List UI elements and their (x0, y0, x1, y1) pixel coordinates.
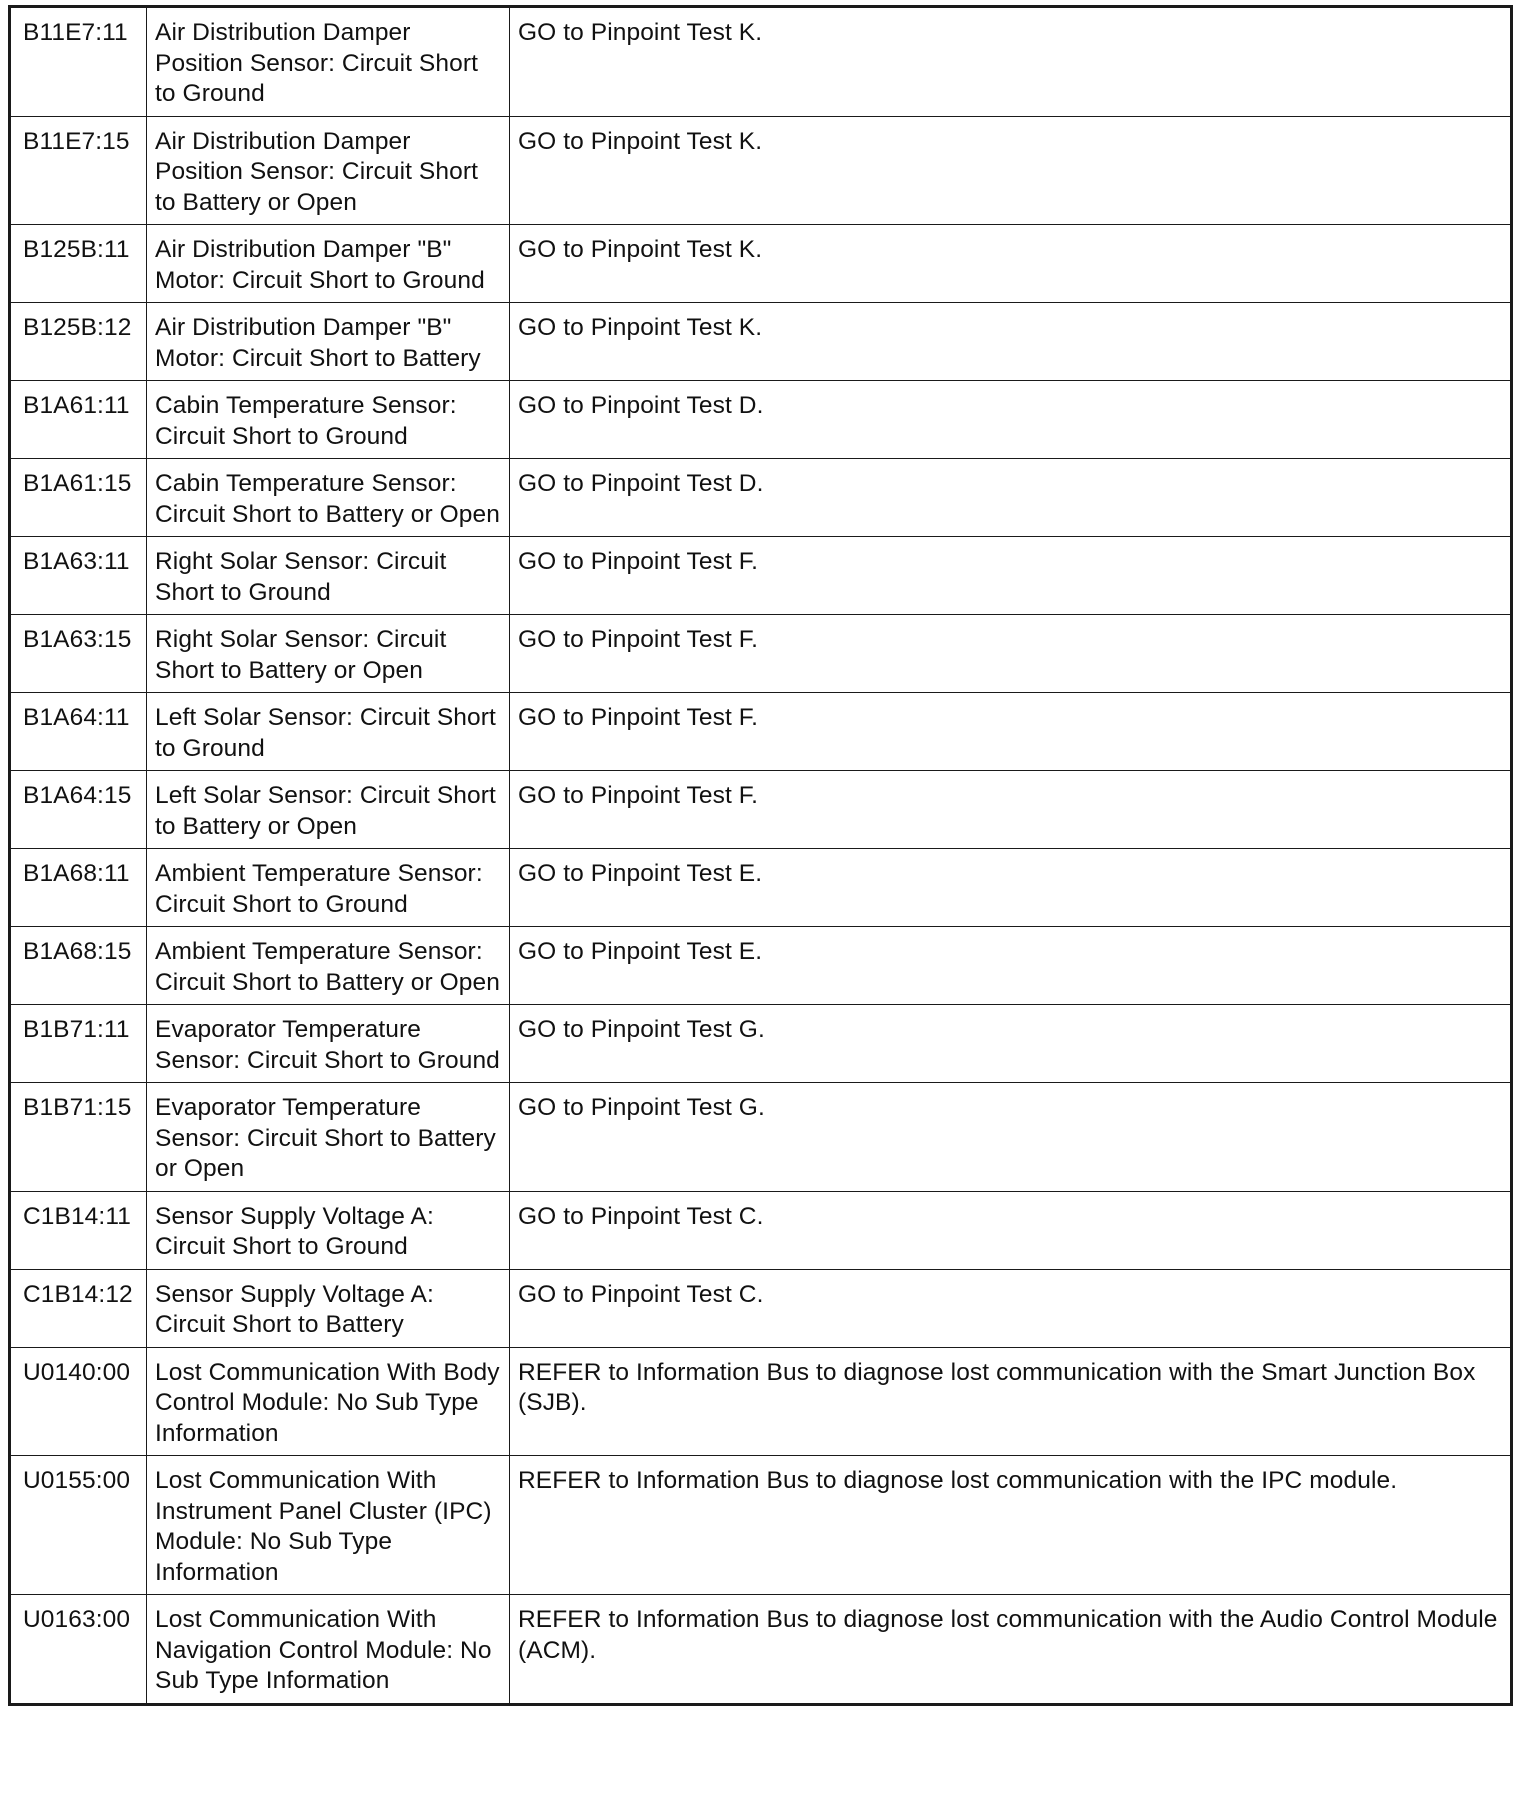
table-row (10, 1347, 1512, 1456)
dtc-code-cell: B125B:12 (10, 303, 147, 381)
dtc-description-cell: Sensor Supply Voltage A: Circuit Short to Battery (147, 1269, 510, 1347)
dtc-action-cell: GO to Pinpoint Test F. (510, 537, 1512, 615)
dtc-code-cell: B125B:11 (10, 225, 147, 303)
dtc-action-cell: GO to Pinpoint Test D. (510, 459, 1512, 537)
dtc-code-cell: B1A63:11 (10, 537, 147, 615)
dtc-code-cell: B1A61:15 (10, 459, 147, 537)
dtc-code-cell: B1B71:11 (10, 1005, 147, 1083)
dtc-description-cell: Lost Communication With Navigation Control Module: No Sub Type Information (147, 1595, 510, 1705)
dtc-action-cell: GO to Pinpoint Test F. (510, 771, 1512, 849)
dtc-description-cell: Air Distribution Damper "B" Motor: Circuit Short to Ground (147, 225, 510, 303)
dtc-code-cell: B1A64:15 (10, 771, 147, 849)
dtc-description-cell: Air Distribution Damper Position Sensor: Circuit Short to Ground (147, 7, 510, 117)
table-row (10, 849, 1512, 927)
table-row (10, 1083, 1512, 1192)
table-row (10, 1456, 1512, 1595)
table-row (10, 693, 1512, 771)
dtc-description-cell: Ambient Temperature Sensor: Circuit Short to Ground (147, 849, 510, 927)
table-row (10, 225, 1512, 303)
table-row (10, 537, 1512, 615)
dtc-action-cell: GO to Pinpoint Test F. (510, 693, 1512, 771)
dtc-code-cell: U0140:00 (10, 1347, 147, 1456)
table-row (10, 615, 1512, 693)
table-row (10, 927, 1512, 1005)
dtc-description-cell: Evaporator Temperature Sensor: Circuit Short to Battery or Open (147, 1083, 510, 1192)
dtc-action-cell: REFER to Information Bus to diagnose lost communication with the Audio Control Module (ACM). (510, 1595, 1512, 1705)
table-row (10, 459, 1512, 537)
dtc-description-cell: Air Distribution Damper Position Sensor: Circuit Short to Battery or Open (147, 116, 510, 225)
table-row (10, 7, 1512, 117)
dtc-code-cell: B11E7:11 (10, 7, 147, 117)
dtc-action-cell: GO to Pinpoint Test E. (510, 927, 1512, 1005)
dtc-code-cell: B1A64:11 (10, 693, 147, 771)
dtc-action-cell: REFER to Information Bus to diagnose lost communication with the Smart Junction Box (SJB). (510, 1347, 1512, 1456)
dtc-action-cell: GO to Pinpoint Test K. (510, 303, 1512, 381)
dtc-action-cell: GO to Pinpoint Test G. (510, 1083, 1512, 1192)
table-row (10, 381, 1512, 459)
dtc-description-cell: Right Solar Sensor: Circuit Short to Ground (147, 537, 510, 615)
dtc-action-cell: GO to Pinpoint Test G. (510, 1005, 1512, 1083)
dtc-action-cell: GO to Pinpoint Test C. (510, 1191, 1512, 1269)
dtc-description-cell: Sensor Supply Voltage A: Circuit Short to Ground (147, 1191, 510, 1269)
table-row (10, 303, 1512, 381)
dtc-code-cell: B11E7:15 (10, 116, 147, 225)
table-row (10, 1005, 1512, 1083)
table-row (10, 116, 1512, 225)
dtc-action-cell: GO to Pinpoint Test K. (510, 225, 1512, 303)
dtc-action-cell: GO to Pinpoint Test E. (510, 849, 1512, 927)
dtc-description-cell: Right Solar Sensor: Circuit Short to Battery or Open (147, 615, 510, 693)
dtc-description-cell: Lost Communication With Body Control Module: No Sub Type Information (147, 1347, 510, 1456)
dtc-action-cell: GO to Pinpoint Test F. (510, 615, 1512, 693)
dtc-code-cell: B1A68:15 (10, 927, 147, 1005)
dtc-code-cell: C1B14:12 (10, 1269, 147, 1347)
dtc-code-cell: B1A61:11 (10, 381, 147, 459)
dtc-description-cell: Cabin Temperature Sensor: Circuit Short to Ground (147, 381, 510, 459)
dtc-action-cell: GO to Pinpoint Test D. (510, 381, 1512, 459)
dtc-description-cell: Cabin Temperature Sensor: Circuit Short to Battery or Open (147, 459, 510, 537)
dtc-description-cell: Air Distribution Damper "B" Motor: Circuit Short to Battery (147, 303, 510, 381)
table-row (10, 1191, 1512, 1269)
dtc-action-cell: REFER to Information Bus to diagnose lost communication with the IPC module. (510, 1456, 1512, 1595)
dtc-table-body (10, 7, 1512, 1705)
dtc-action-cell: GO to Pinpoint Test K. (510, 116, 1512, 225)
dtc-code-cell: B1A68:11 (10, 849, 147, 927)
table-row (10, 771, 1512, 849)
dtc-description-cell: Ambient Temperature Sensor: Circuit Short to Battery or Open (147, 927, 510, 1005)
dtc-code-cell: C1B14:11 (10, 1191, 147, 1269)
dtc-table (8, 5, 1513, 1706)
dtc-description-cell: Left Solar Sensor: Circuit Short to Battery or Open (147, 771, 510, 849)
table-row (10, 1595, 1512, 1705)
dtc-description-cell: Left Solar Sensor: Circuit Short to Ground (147, 693, 510, 771)
dtc-code-cell: B1B71:15 (10, 1083, 147, 1192)
dtc-code-cell: U0163:00 (10, 1595, 147, 1705)
dtc-code-cell: B1A63:15 (10, 615, 147, 693)
dtc-description-cell: Evaporator Temperature Sensor: Circuit Short to Ground (147, 1005, 510, 1083)
dtc-code-cell: U0155:00 (10, 1456, 147, 1595)
table-row (10, 1269, 1512, 1347)
dtc-action-cell: GO to Pinpoint Test K. (510, 7, 1512, 117)
dtc-description-cell: Lost Communication With Instrument Panel Cluster (IPC) Module: No Sub Type Information (147, 1456, 510, 1595)
dtc-action-cell: GO to Pinpoint Test C. (510, 1269, 1512, 1347)
